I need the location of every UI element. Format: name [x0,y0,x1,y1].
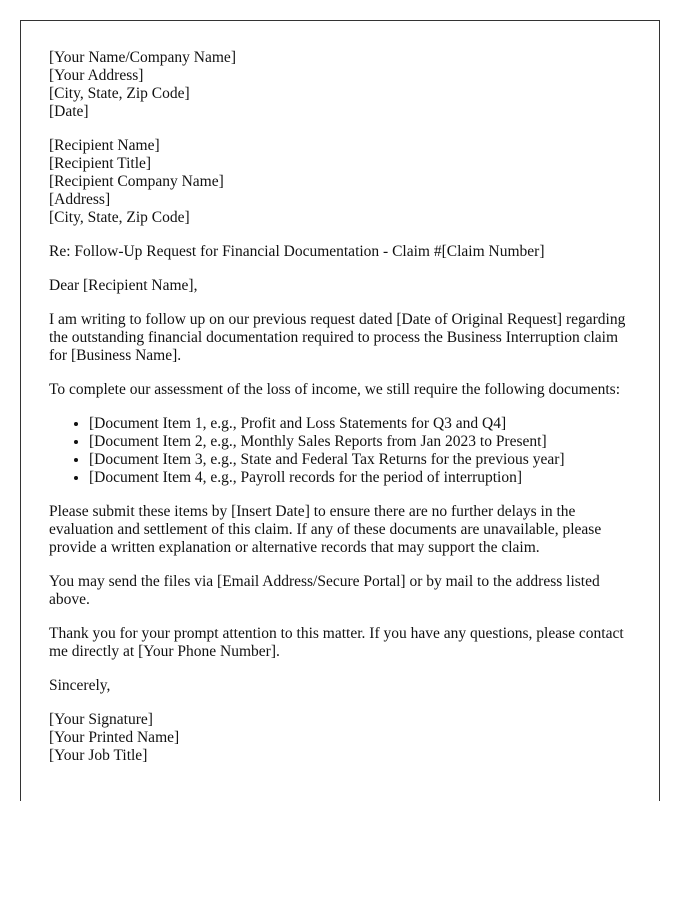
sender-block [49,49,639,121]
letter-page [20,20,660,801]
signature-block [49,711,639,765]
document-list-item: • [Document Item 4, e.g., Payroll records for the period of interruption] [89,469,639,487]
document-list-item: • [Document Item 1, e.g., Profit and Loss Statements for Q3 and Q4] [89,415,639,433]
delivery-paragraph: You may send the files via [Email Address/Secure Portal] or by mail to the address listed above. [49,573,600,608]
sender-city-state-zip: [City, State, Zip Code] [49,85,190,102]
subject-line: Re: Follow-Up Request for Financial Documentation - Claim #[Claim Number] [49,243,545,260]
deadline-paragraph: Please submit these items by [Insert Date] to ensure there are no further delays in the evaluation and settlement of this claim. If any of these documents are unavailable, please provide a written explanation or alternative records that may support the claim. [49,503,602,556]
document-list-item: • [Document Item 2, e.g., Monthly Sales Reports from Jan 2023 to Present] [89,433,639,451]
recipient-block [49,137,639,227]
printed-name: [Your Printed Name] [49,729,180,746]
signature-line: [Your Signature] [49,711,153,728]
job-title: [Your Job Title] [49,747,148,764]
recipient-title: [Recipient Title] [49,155,152,172]
recipient-name: [Recipient Name] [49,137,160,154]
document-list-item: • [Document Item 3, e.g., State and Federal Tax Returns for the previous year] [89,451,639,469]
salutation: Dear [Recipient Name], [49,277,198,294]
letter-date: [Date] [49,103,89,120]
recipient-address: [Address] [49,191,111,208]
letter-content [49,49,639,781]
document-list [49,415,639,487]
closing: Sincerely, [49,677,111,694]
thanks-paragraph: Thank you for your prompt attention to this matter. If you have any questions, please contact me directly at [Your Phone Number]. [49,625,624,660]
list-intro-paragraph: To complete our assessment of the loss of income, we still require the following documents: [49,381,621,398]
sender-name: [Your Name/Company Name] [49,49,236,66]
recipient-company: [Recipient Company Name] [49,173,224,190]
recipient-city-state-zip: [City, State, Zip Code] [49,209,190,226]
intro-paragraph: I am writing to follow up on our previous request dated [Date of Original Request] regarding the outstanding financial documentation required to process the Business Interruption claim for [Business Name]. [49,311,626,364]
sender-address: [Your Address] [49,67,144,84]
